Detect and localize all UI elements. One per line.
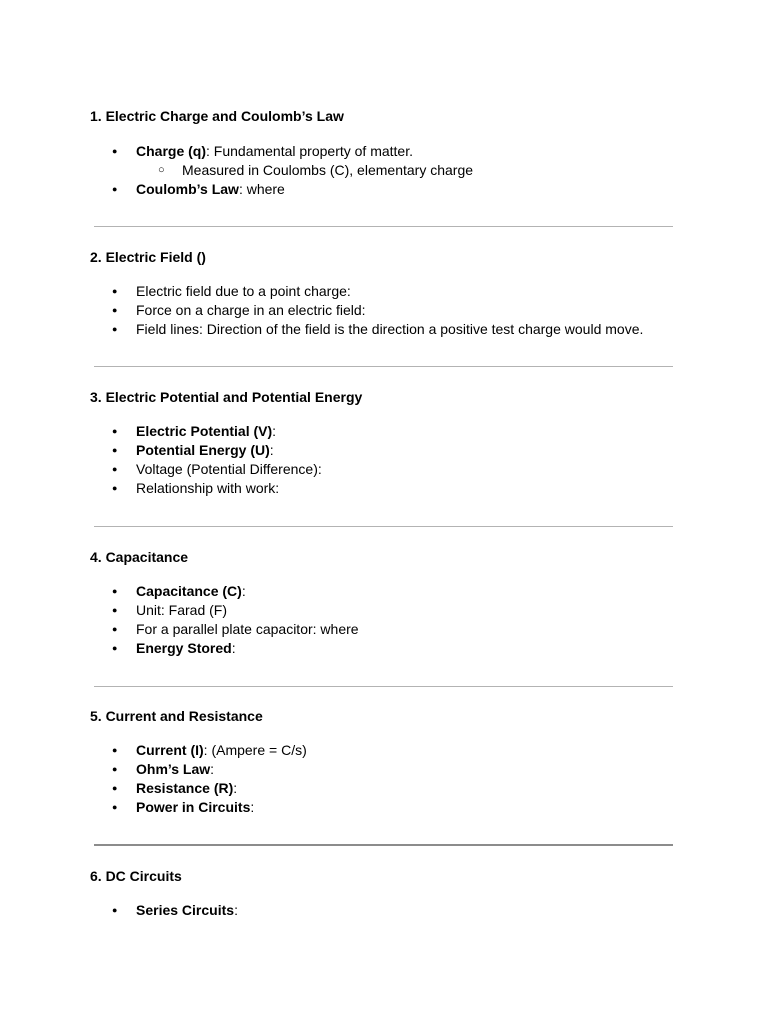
list-item — [112, 779, 307, 798]
term-description: : — [269, 442, 274, 458]
term-label: Electric Potential (V) — [136, 423, 273, 439]
term-label: Ohm’s Law — [136, 761, 211, 777]
section-heading-electric-potential: 3. Electric Potential and Potential Energy — [90, 389, 363, 405]
section-divider — [94, 226, 673, 227]
item-text: Unit: Farad (F) — [136, 602, 228, 618]
section-list-capacitance — [112, 582, 359, 658]
list-item — [112, 441, 322, 460]
section-heading-current-resistance: 5. Current and Resistance — [90, 708, 263, 724]
list-item — [112, 422, 322, 441]
term-label: Coulomb’s Law — [136, 181, 239, 197]
section-list-electric-potential — [112, 422, 322, 498]
term-label: Potential Energy (U) — [136, 442, 270, 458]
list-item — [112, 142, 473, 161]
item-text: Relationship with work: — [136, 480, 280, 496]
list-item — [112, 479, 322, 498]
term-label: Charge (q) — [136, 143, 206, 159]
section-heading-dc-circuits: 6. DC Circuits — [90, 868, 182, 884]
term-label: Capacitance (C) — [136, 583, 242, 599]
list-item — [112, 320, 643, 339]
list-item — [112, 760, 307, 779]
list-item — [112, 582, 359, 601]
item-text: Voltage (Potential Difference): — [136, 461, 322, 477]
term-description: : Fundamental property of matter. — [206, 143, 413, 159]
list-item — [112, 901, 238, 920]
list-item — [112, 798, 307, 817]
term-description: : — [231, 640, 236, 656]
term-description: : (Ampere = C/s) — [203, 742, 307, 758]
item-text: For a parallel plate capacitor: where — [136, 621, 359, 637]
list-item — [112, 639, 359, 658]
term-description: : — [241, 583, 246, 599]
section-list-dc-circuits — [112, 901, 238, 920]
section-list-current-resistance — [112, 741, 307, 817]
term-description: : — [234, 902, 238, 918]
item-text: Force on a charge in an electric field: — [136, 302, 366, 318]
term-description: : — [272, 423, 277, 439]
term-label: Power in Circuits — [136, 799, 251, 815]
term-description: : — [250, 799, 255, 815]
sub-item-text: Measured in Coulombs (C), elementary charge — [182, 162, 474, 178]
list-item — [112, 282, 643, 301]
list-item — [112, 620, 359, 639]
term-description: : where — [238, 181, 285, 197]
list-item — [112, 180, 473, 199]
section-divider — [94, 526, 673, 527]
section-list-electric-field — [112, 282, 643, 339]
term-label: Current (I) — [136, 742, 204, 758]
section-divider — [94, 686, 673, 687]
section-heading-capacitance: 4. Capacitance — [90, 549, 189, 565]
section-list-electric-charge — [112, 142, 473, 199]
term-description: : — [233, 780, 238, 796]
list-item — [112, 301, 643, 320]
term-label: Resistance (R) — [136, 780, 234, 796]
term-description: : — [210, 761, 215, 777]
section-heading-electric-charge: 1. Electric Charge and Coulomb’s Law — [90, 108, 344, 124]
term-label: Energy Stored — [136, 640, 232, 656]
sub-list-item — [112, 161, 473, 180]
list-item — [112, 601, 359, 620]
section-divider — [94, 844, 673, 846]
list-item — [112, 460, 322, 479]
item-text: Field lines: Direction of the field is the direction a positive test charge would move. — [136, 321, 644, 337]
list-item — [112, 741, 307, 760]
item-text: Electric field due to a point charge: — [136, 283, 351, 299]
term-label: Series Circuits — [136, 902, 235, 918]
section-divider — [94, 366, 673, 367]
section-heading-electric-field: 2. Electric Field () — [90, 249, 206, 265]
